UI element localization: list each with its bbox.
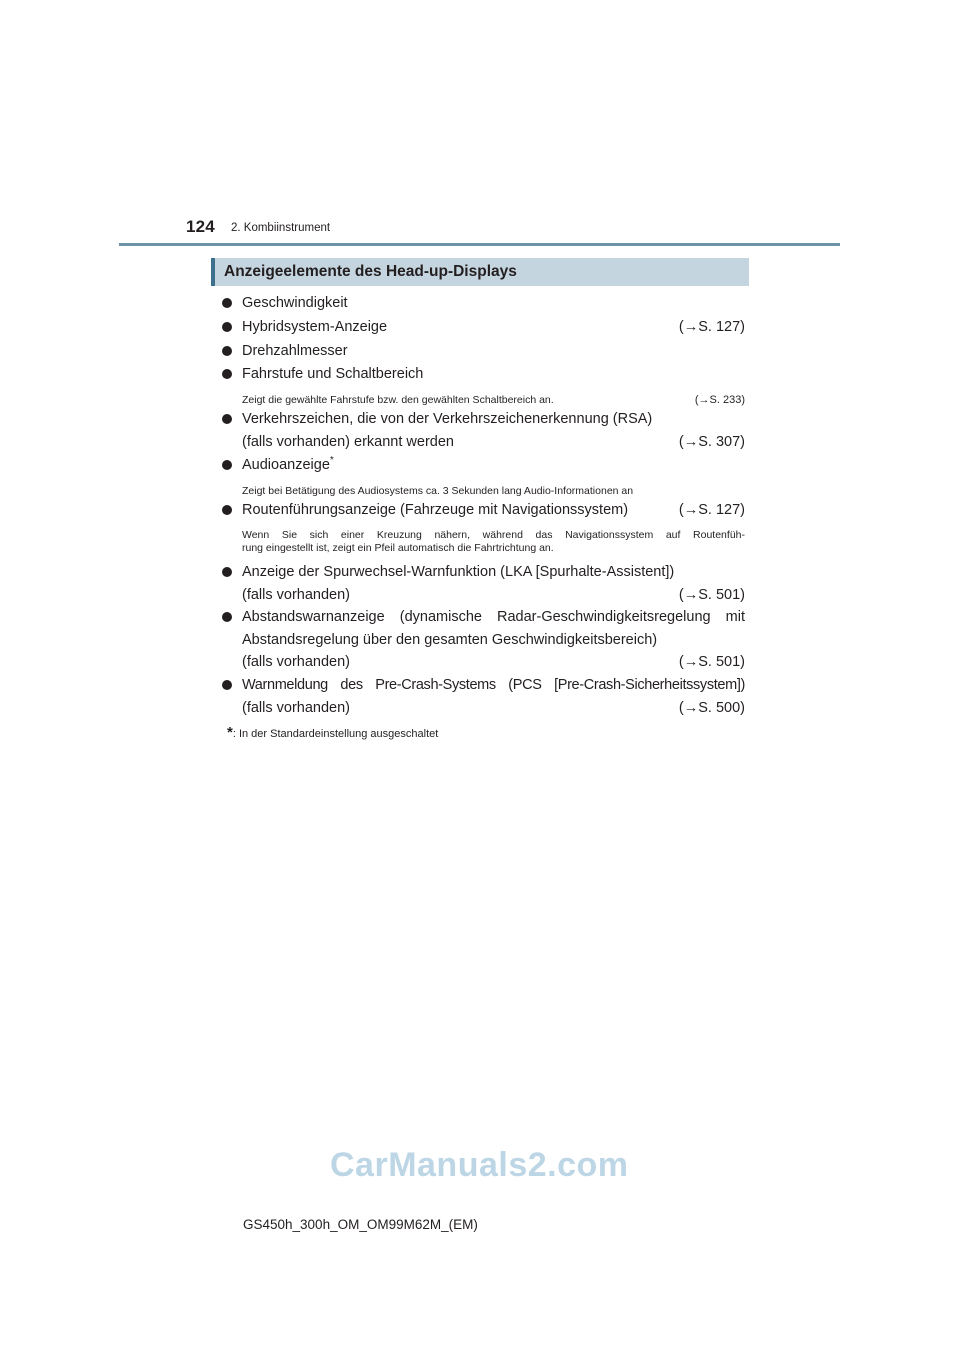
item-text: Fahrstufe und Schaltbereich (242, 366, 424, 382)
item-text: Warnmeldung des Pre-Crash-Systems (PCS [Pre-Crash-Sicherheitssystem]) (242, 677, 745, 693)
header-rule (119, 243, 840, 246)
footnote (227, 724, 438, 741)
footnote-marker: * (227, 724, 233, 741)
list-item (222, 363, 745, 386)
page-reference: (→S. 127) (678, 502, 745, 518)
page-reference: (→S. 233) (694, 394, 745, 406)
item-text: (falls vorhanden) (242, 699, 350, 716)
item-text: (falls vorhanden) (242, 654, 350, 670)
item-text: Abstandsregelung über den gesamten Geschwindigkeitsbereich) (242, 631, 658, 648)
item-text: Anzeige der Spurwechsel-Warnfunktion (LKA [Spurhalte-Assistent]) (242, 564, 675, 580)
item-text: Routenführungsanzeige (Fahrzeuge mit Navigationssystem) (242, 502, 629, 518)
item-text: Hybridsystem-Anzeige (242, 319, 388, 335)
list-item (222, 561, 745, 606)
watermark: CarManuals2.com (330, 1146, 629, 1184)
page-reference: (→S. 307) (678, 433, 745, 450)
item-text: Audioanzeige (242, 457, 330, 473)
bullet-icon (222, 322, 232, 332)
footnote-marker: * (329, 455, 334, 467)
list-item (222, 408, 745, 453)
list-item (222, 454, 745, 477)
chapter-title: 2. Kombiinstrument (231, 222, 331, 234)
item-note: Zeigt bei Betätigung des Audiosystems ca. 3 Sekunden lang Audio-Informationen an (242, 485, 634, 497)
item-text: Drehzahlmesser (242, 343, 348, 359)
section-title: Anzeigeelemente des Head-up-Displays (224, 263, 517, 280)
page-reference: (→S. 127) (678, 319, 745, 335)
list-item (222, 316, 745, 339)
bullet-icon (222, 346, 232, 356)
list-item (222, 674, 745, 719)
bullet-icon (222, 505, 232, 515)
bullet-icon (222, 460, 232, 470)
list-item (222, 292, 745, 315)
bullet-icon (222, 414, 232, 424)
page-reference: (→S. 501) (678, 586, 745, 603)
bullet-icon (222, 680, 232, 690)
bullet-icon (222, 612, 232, 622)
section-heading (211, 258, 749, 286)
list-item (222, 499, 745, 522)
bullet-icon (222, 298, 232, 308)
page-number: 124 (186, 217, 215, 236)
document-code: GS450h_300h_OM_OM99M62M_(EM) (243, 1217, 478, 1232)
item-text: Verkehrszeichen, die von der Verkehrszeichenerkennung (RSA) (242, 411, 653, 427)
item-text: (falls vorhanden) (242, 586, 350, 603)
item-text: Abstandswarnanzeige (dynamische Radar-Geschwindigkeitsregelung mit (242, 609, 745, 625)
list-item (222, 606, 745, 674)
bullet-icon (222, 369, 232, 379)
list-item (222, 340, 745, 363)
page-reference: (→S. 501) (678, 654, 745, 670)
footnote-text: : In der Standardeinstellung ausgeschaltet (232, 728, 439, 740)
item-note: Zeigt die gewählte Fahrstufe bzw. den gewählten Schaltbereich an. (→S. 233) (242, 394, 745, 406)
item-text: Geschwindigkeit (242, 295, 348, 311)
section-heading-accent (211, 258, 215, 286)
page-reference: (→S. 500) (678, 699, 745, 716)
item-text: (falls vorhanden) erkannt werden (242, 433, 454, 450)
item-note: Wenn Sie sich einer Kreuzung nähern, während das Navigationssystem auf Routenfüh- rung eingestellt ist, zeigt ein Pfeil automatisch die Fahrtrichtung an. (242, 529, 745, 554)
bullet-icon (222, 567, 232, 577)
